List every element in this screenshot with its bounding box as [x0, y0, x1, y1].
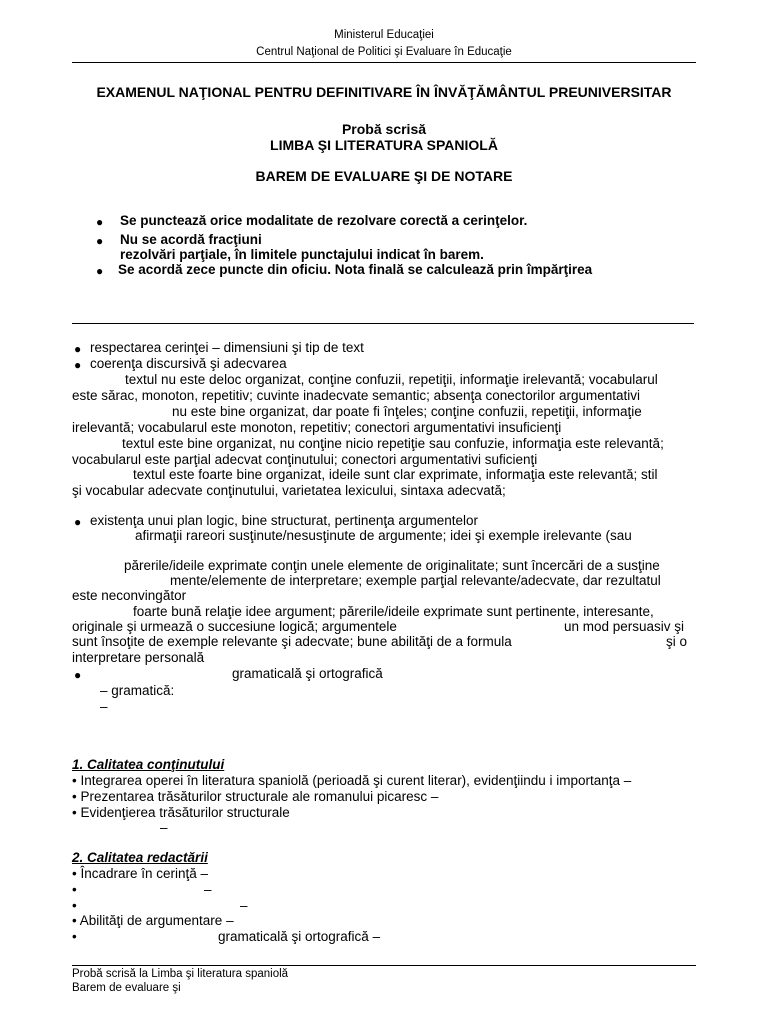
level-line: interpretare personală: [72, 650, 205, 665]
header-ministry: Ministerul Educaţiei: [334, 29, 434, 41]
section2-title: 2. Calitatea redactării: [72, 850, 208, 865]
footer-line1: Probă scrisă la Limba şi literatura spaniolă: [72, 968, 289, 980]
language-sub: – gramatică:: [100, 683, 175, 698]
bullet-dot: ●: [74, 668, 82, 682]
level-line: textul nu este deloc organizat, conţine confuzii, repetiţii, informaţie irelevantă; vocabularul: [125, 372, 658, 387]
level-line: foarte bună relaţie idee argument; părerile/ideile exprimate sunt pertinente, interesante,: [133, 604, 654, 619]
section1-item: • Prezentarea trăsăturilor structurale ale romanului picaresc –: [72, 789, 439, 804]
level-line: nu este bine organizat, dar poate fi înţeles; conţine confuzii, repetiţii, informaţie: [172, 404, 642, 419]
proba-title: Probă scrisă: [341, 121, 427, 137]
language-sub: –: [100, 699, 108, 714]
level-line: textul este bine organizat, nu conţine nicio repetiţie sau confuzie, informaţia este relevantă;: [122, 436, 664, 451]
bullet-text: Se punctează orice modalitate de rezolvare corectă a cerinţelor.: [120, 213, 528, 228]
section2-item: • Încadrare în cerinţă –: [72, 866, 209, 881]
subject-title: LIMBA ŞI LITERATURA SPANIOLĂ: [270, 137, 498, 153]
criterion-language: gramaticală şi ortografică: [232, 666, 383, 681]
bullet-dot: ●: [74, 515, 82, 529]
header-center: Centrul Naţional de Politici şi Evaluare în Educaţie: [256, 46, 512, 58]
level-line: mente/elemente de interpretare; exemple parţial relevante/adecvate, dar rezultatul: [170, 573, 661, 588]
section2-item: • Abilităţi de argumentare –: [72, 913, 234, 928]
section1-item: • Integrarea operei în literatura spaniolă (perioadă şi curent literar), evidenţiindu i importanţa –: [72, 773, 632, 788]
footer-line2: Barem de evaluare şi: [72, 982, 181, 994]
bullet-dot: ●: [74, 358, 82, 372]
criterion-requirement: respectarea cerinţei – dimensiuni şi tip de text: [90, 340, 364, 355]
level-line: este neconvingător: [72, 588, 187, 603]
bullet-text: Nu se acordă fracţiuni: [120, 232, 262, 247]
level-line: irelevantă; vocabularul este monoton, repetitiv; conectori argumentativi insuficienţi: [72, 420, 562, 435]
bullet-text: Se acordă zece puncte din oficiu. Nota finală se calculează prin împărţirea: [118, 262, 593, 277]
level-line: vocabularul este parţial adecvat conţinutului; conectori argumentativi suficienţi: [72, 452, 538, 467]
level-line: este sărac, monoton, repetitiv; cuvinte inadecvate semantic; absenţa conectorilor argumentativi: [72, 388, 641, 403]
level-line: originale şi urmează o succesiune logică; argumentele: [72, 619, 397, 634]
section1-item: • Evidenţierea trăsăturilor structurale: [72, 805, 290, 820]
bullet-dot: ●: [96, 264, 104, 278]
footer-divider: [72, 965, 696, 966]
level-line: textul este foarte bine organizat, ideile sunt clar exprimate, informaţia este relevantă; stil: [133, 467, 658, 482]
section2-item: •: [72, 929, 77, 944]
section2-item: –: [240, 898, 248, 913]
exam-title: EXAMENUL NAŢIONAL PENTRU DEFINITIVARE ÎN ÎNVĂŢĂMÂNTUL PREUNIVERSITAR: [96, 84, 672, 100]
criterion-plan: existenţa unui plan logic, bine structurat, pertinenţa argumentelor: [90, 513, 478, 528]
section1-item: –: [160, 820, 168, 835]
section2-item: gramaticală şi ortografică –: [218, 929, 381, 944]
criterion-coherence: coerenţa discursivă şi adecvarea: [90, 356, 287, 371]
level-line: un mod persuasiv şi: [564, 619, 685, 634]
section2-item: •: [72, 898, 77, 913]
bullet-dot: ●: [96, 215, 104, 229]
level-line: părerile/ideile exprimate conţin unele elemente de originalitate; sunt încercări de a susţine: [124, 558, 660, 573]
level-line: şi vocabular adecvate conţinutului, varietatea lexicului, sintaxa adecvată;: [72, 483, 506, 498]
bullet-text: rezolvări parţiale, în limitele punctajului indicat în barem.: [120, 247, 484, 262]
level-line: afirmaţii rareori susţinute/nesusţinute de argumente; idei şi exemple irelevante (sau: [135, 528, 632, 543]
bullet-dot: ●: [74, 342, 82, 356]
section-divider: [72, 323, 694, 324]
section2-item: •: [72, 882, 77, 897]
bullet-dot: ●: [96, 234, 104, 248]
level-line: sunt însoţite de exemple relevante şi adecvate; bune abilităţi de a formula: [72, 634, 512, 649]
barem-title: BAREM DE EVALUARE ŞI DE NOTARE: [255, 168, 513, 184]
level-line: şi o: [666, 634, 688, 649]
section1-title: 1. Calitatea conţinutului: [72, 757, 225, 772]
header-divider: [72, 62, 696, 63]
section2-item: –: [204, 882, 212, 897]
